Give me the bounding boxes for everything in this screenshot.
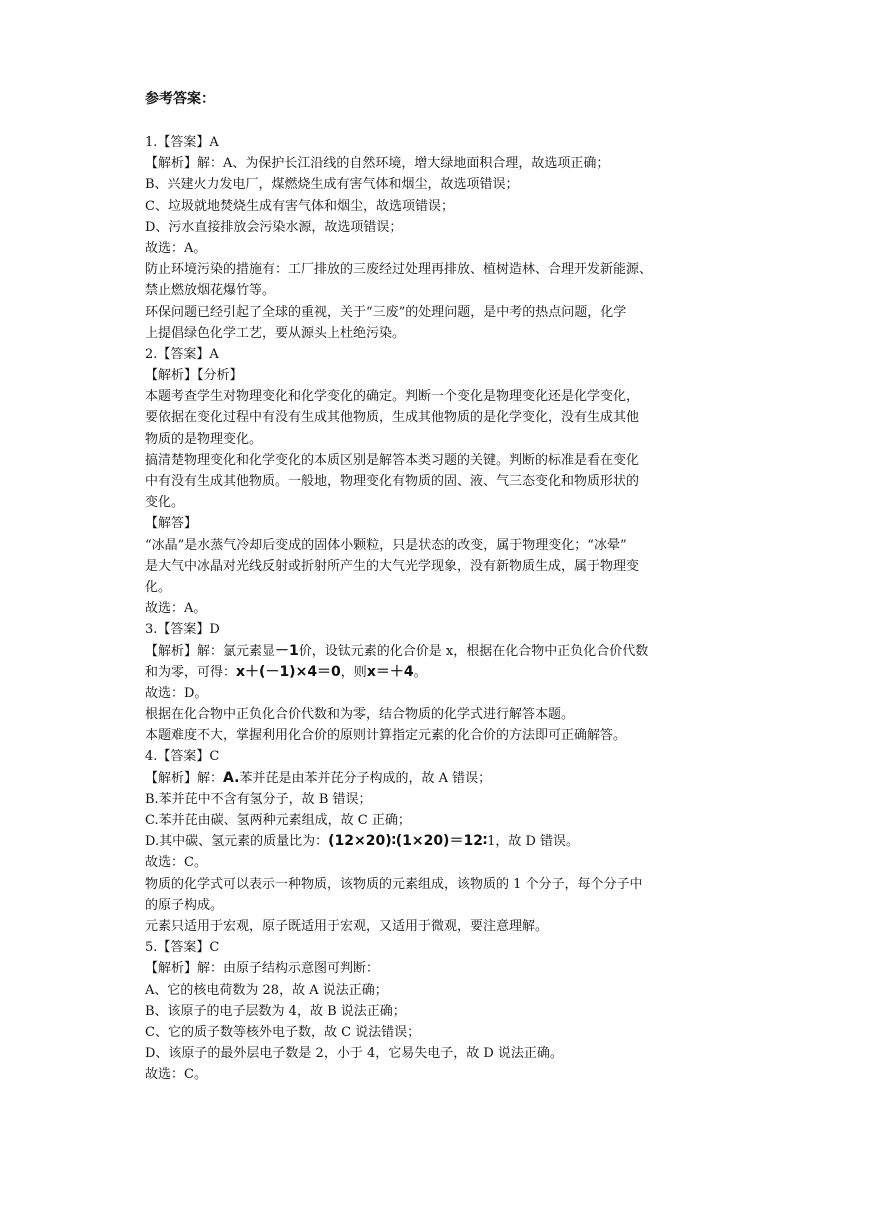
text-line: 中有没有生成其他物质。一般地，物理变化有物质的固、液、气三态变化和物质形状的	[145, 474, 640, 489]
equation: －1	[275, 642, 299, 659]
text-line: 故选：C。	[145, 855, 207, 871]
q3-equation-line: 和为零，可得：x＋(－1)×4＝0，则x＝＋4。	[145, 663, 427, 680]
text-line: 环保问题已经引起了全球的重视，关于“三废”的处理问题，是中考的热点问题，化学	[145, 304, 627, 320]
text-line: C、垃圾就地焚烧生成有害气体和烟尘，故选项错误；	[145, 198, 454, 214]
text-line: 物质的是物理变化。	[145, 431, 263, 447]
q3-analysis-line: 【解析】解：氯元素显－1价，设钛元素的化合价是 x，根据在化合物中正负化合价代数	[145, 642, 649, 659]
text-line: 物质的化学式可以表示一种物质，该物质的元素组成，该物质的 1 个分子，每个分子中	[145, 876, 643, 892]
text-line: C.苯并芘由碳、氢两种元素组成，故 C 正确；	[145, 813, 411, 828]
text-line: 4.【答案】C	[145, 749, 220, 765]
equation: x＋(－1)×4＝0	[236, 663, 341, 680]
text-line: C、它的质子数等核外电子数，故 C 说法错误；	[145, 1024, 421, 1040]
text-line: 根据在化合物中正负化合价代数和为零，结合物质的化学式进行解答本题。	[145, 707, 575, 723]
lines-block-a	[145, 132, 735, 641]
text-line: 3.【答案】D	[145, 622, 220, 638]
text-line: 故选：A。	[145, 601, 207, 617]
text-line: 上提倡绿色化学工艺，要从源头上杜绝污染。	[145, 325, 406, 341]
text-line: 故选：D。	[145, 685, 208, 701]
text-line: 【解答】	[145, 516, 198, 532]
text-line: 故选：A。	[145, 240, 207, 256]
equation: x＝＋4	[366, 663, 414, 680]
text-line: 是大气中冰晶对光线反射或折射所产生的大气光学现象，没有新物质生成，属于物理变	[145, 558, 640, 574]
text-line: 搞清楚物理变化和化学变化的本质区别是解答本类习题的关键。判断的标准是看在变化	[145, 452, 640, 468]
text-line: B、兴建火力发电厂，煤燃烧生成有害气体和烟尘，故选项错误；	[145, 177, 519, 193]
text-line: 2.【答案】A	[145, 346, 219, 362]
text-line: D、污水直接排放会污染水源，故选项错误；	[145, 219, 403, 235]
equation: A.	[223, 769, 240, 786]
text-line: 防止环境污染的措施有：工厂排放的三废经过处理再排放、植树造林、合理开发新能源、	[145, 262, 653, 278]
text-line: 变化。	[145, 495, 185, 511]
answer-document	[145, 88, 735, 1085]
lines-block-b	[145, 683, 735, 768]
q4-ratio-line: D.其中碳、氢元素的质量比为：(12×20)∶(1×20)＝12∶1，故 D 错误。	[145, 833, 580, 850]
text-line: B.苯并芘中不含有氢分子，故 B 错误；	[145, 791, 372, 807]
lines-block-c	[145, 789, 735, 831]
text-line: 本题难度不大，掌握利用化合价的原则计算指定元素的化合价的方法即可正确解答。	[145, 728, 627, 744]
text-line: 化。	[145, 579, 172, 595]
text-line: 禁止燃放烟花爆竹等。	[145, 283, 276, 299]
text-line: 【解析】解：A、为保护长江沿线的自然环境，增大绿地面积合理，故选项正确；	[145, 156, 610, 172]
page-title: 参考答案：	[145, 91, 215, 107]
equation: (12×20)∶(1×20)＝12∶	[328, 833, 488, 850]
text-line: B、该原子的电子层数为 4，故 B 说法正确；	[145, 1003, 406, 1019]
text-line: 的原子构成。	[145, 897, 224, 913]
text-line: 要依据在变化过程中有没有生成其他物质，生成其他物质的是化学变化，没有生成其他	[145, 410, 640, 426]
lines-block-d	[145, 852, 735, 1085]
text-line: A、它的核电荷数为 28，故 A 说法正确；	[145, 982, 388, 998]
text-line: D、该原子的最外层电子数是 2，小于 4，它易失电子，故 D 说法正确。	[145, 1046, 563, 1062]
text-line: 故选：C。	[145, 1067, 207, 1083]
text-line: 【解析】【分析】	[145, 368, 243, 384]
text-line: “冰晶”是水蒸气冷却后变成的固体小颗粒，只是状态的改变，属于物理变化；“冰晕”	[145, 537, 627, 553]
text-line: 5.【答案】C	[145, 940, 220, 956]
text-line: 1.【答案】A	[145, 135, 219, 150]
text-line: 本题考查学生对物理变化和化学变化的确定。判断一个变化是物理变化还是化学变化，	[145, 389, 640, 405]
q4-analysis-line: 【解析】解：A.苯并芘是由苯并芘分子构成的，故 A 错误；	[145, 769, 492, 786]
text-line: 【解析】解：由原子结构示意图可判断：	[145, 961, 380, 977]
text-line: 元素只适用于宏观，原子既适用于宏观，又适用于微观，要注意理解。	[145, 918, 549, 934]
